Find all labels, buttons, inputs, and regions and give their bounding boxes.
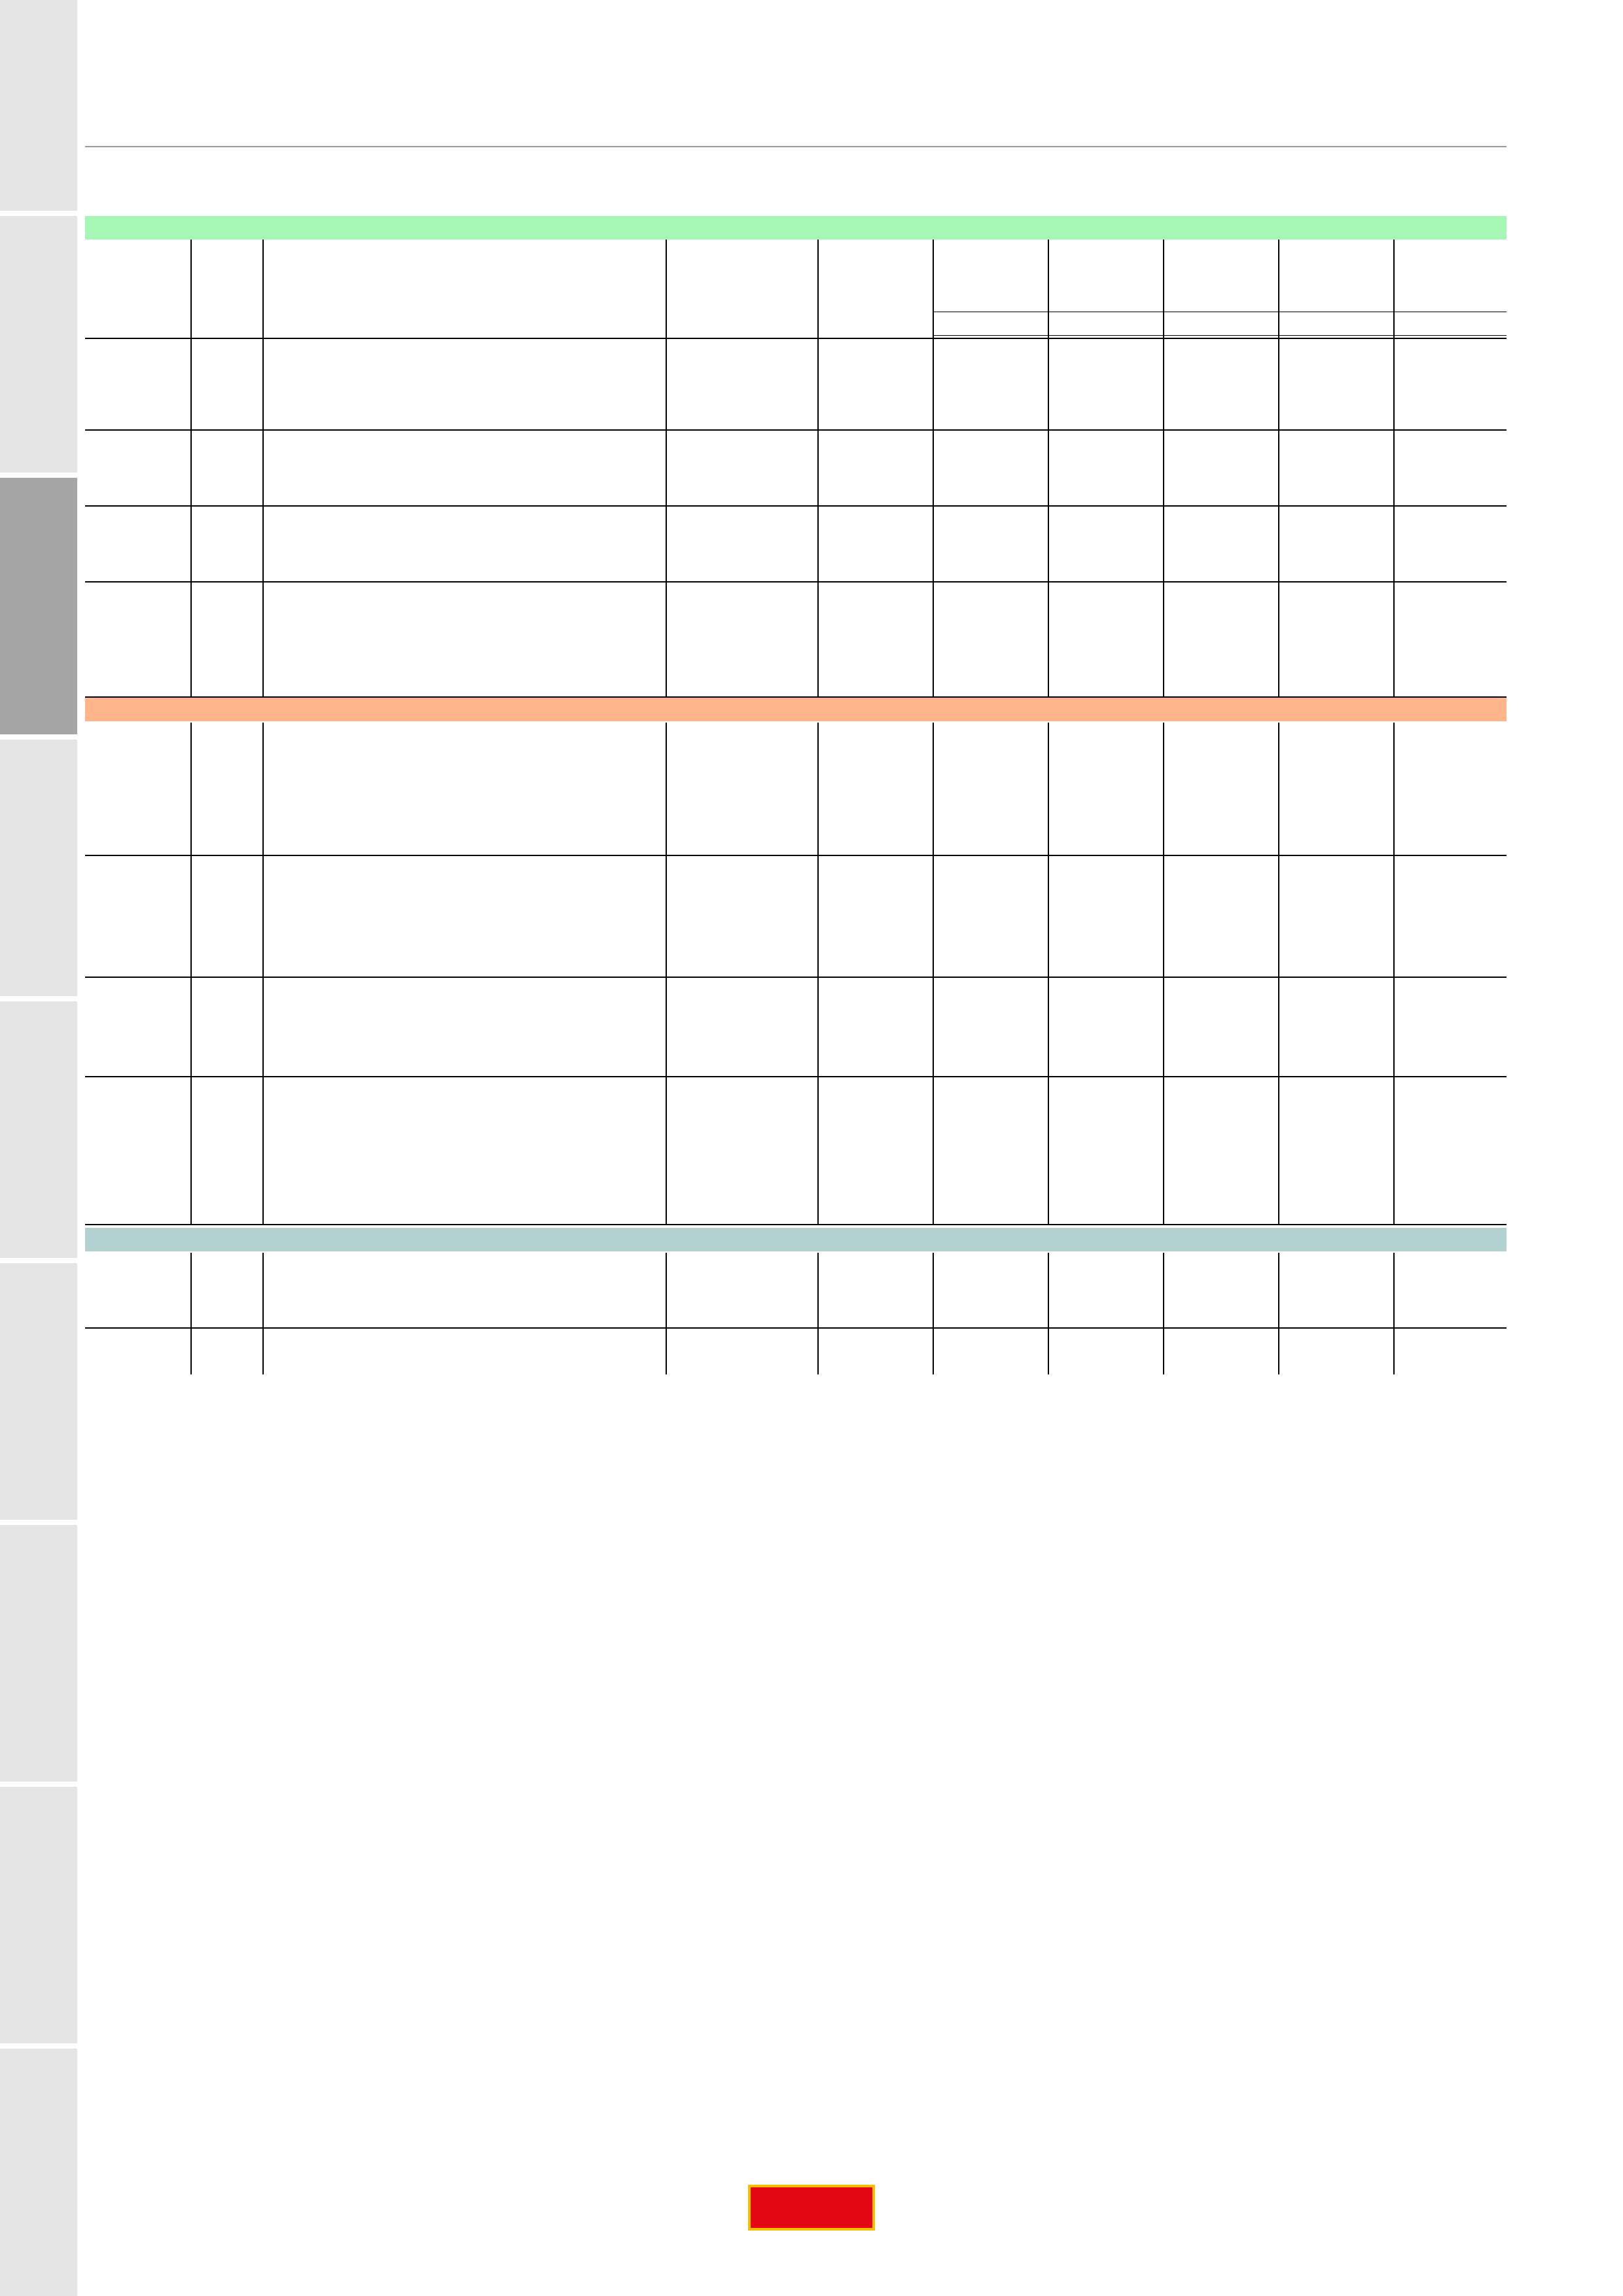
column-divider <box>1048 583 1049 696</box>
column-divider <box>1278 723 1279 855</box>
column-divider <box>262 856 264 977</box>
column-divider <box>1393 240 1395 339</box>
column-divider <box>933 583 934 696</box>
tab-g[interactable] <box>0 1525 77 1782</box>
column-divider <box>817 1329 819 1374</box>
column-divider <box>1278 978 1279 1076</box>
column-divider <box>666 507 667 581</box>
column-divider <box>1278 856 1279 977</box>
speed-divider <box>933 335 1507 336</box>
column-divider <box>1163 1077 1164 1224</box>
column-divider <box>1278 240 1279 339</box>
column-divider <box>1048 431 1049 505</box>
column-divider <box>666 431 667 505</box>
column-divider <box>1048 1253 1049 1327</box>
column-divider <box>190 856 192 977</box>
column-divider <box>817 978 819 1076</box>
tab-e[interactable] <box>0 1001 77 1258</box>
column-divider <box>262 507 264 581</box>
column-divider <box>817 240 819 339</box>
column-divider <box>1163 240 1164 339</box>
column-divider <box>666 978 667 1076</box>
tab-i[interactable] <box>0 2049 77 2296</box>
tab-f[interactable] <box>0 1263 77 1520</box>
row-divider <box>85 338 1507 339</box>
column-divider <box>1393 507 1395 581</box>
column-divider <box>1163 1253 1164 1327</box>
column-divider <box>1163 431 1164 505</box>
column-divider <box>1163 583 1164 696</box>
column-divider <box>262 1077 264 1224</box>
row-divider <box>85 505 1507 507</box>
column-divider <box>933 1329 934 1374</box>
iso-band <box>85 1228 1507 1251</box>
column-divider <box>933 240 934 339</box>
column-divider <box>933 507 934 581</box>
column-divider <box>817 1253 819 1327</box>
column-divider <box>666 1253 667 1327</box>
column-divider <box>817 723 819 855</box>
iso-band <box>85 216 1507 240</box>
column-divider <box>1048 978 1049 1076</box>
row-divider <box>85 429 1507 431</box>
column-divider <box>817 431 819 505</box>
column-divider <box>1393 978 1395 1076</box>
column-divider <box>190 240 192 339</box>
column-divider <box>1048 723 1049 855</box>
column-divider <box>817 856 819 977</box>
tab-a[interactable] <box>0 0 77 211</box>
page-header <box>85 108 1507 147</box>
column-divider <box>1393 339 1395 429</box>
column-divider <box>262 1329 264 1374</box>
column-divider <box>666 723 667 855</box>
column-divider <box>666 339 667 429</box>
column-divider <box>190 1253 192 1327</box>
column-divider <box>1278 1329 1279 1374</box>
column-divider <box>666 1077 667 1224</box>
tab-b[interactable] <box>0 216 77 473</box>
row-divider <box>85 1327 1507 1329</box>
row-divider <box>85 855 1507 856</box>
column-divider <box>190 978 192 1076</box>
column-divider <box>817 507 819 581</box>
column-divider <box>1163 978 1164 1076</box>
column-divider <box>1163 723 1164 855</box>
column-divider <box>666 583 667 696</box>
column-divider <box>933 856 934 977</box>
column-divider <box>817 583 819 696</box>
column-divider <box>262 723 264 855</box>
iso-band <box>85 698 1507 721</box>
tab-c[interactable] <box>0 478 77 734</box>
column-divider <box>1163 507 1164 581</box>
column-divider <box>1163 1329 1164 1374</box>
column-divider <box>190 431 192 505</box>
column-divider <box>262 240 264 339</box>
column-divider <box>933 339 934 429</box>
column-divider <box>262 1253 264 1327</box>
row-divider <box>85 1076 1507 1077</box>
column-divider <box>262 339 264 429</box>
column-divider <box>1048 507 1049 581</box>
column-divider <box>1278 507 1279 581</box>
column-divider <box>933 1077 934 1224</box>
column-divider <box>190 339 192 429</box>
tab-h[interactable] <box>0 1787 77 2043</box>
column-divider <box>190 1077 192 1224</box>
column-divider <box>1163 856 1164 977</box>
column-divider <box>933 1253 934 1327</box>
column-divider <box>817 339 819 429</box>
column-divider <box>1393 1077 1395 1224</box>
column-divider <box>1278 1253 1279 1327</box>
row-divider <box>85 581 1507 583</box>
column-divider <box>817 1077 819 1224</box>
column-divider <box>1393 583 1395 696</box>
column-divider <box>1393 431 1395 505</box>
chapter-tabs <box>0 0 77 2296</box>
row-divider <box>85 1224 1507 1225</box>
column-divider <box>1278 1077 1279 1224</box>
column-divider <box>190 507 192 581</box>
column-divider <box>933 431 934 505</box>
column-divider <box>1048 1077 1049 1224</box>
cutting-speed-table <box>85 216 1507 1374</box>
column-divider <box>1163 339 1164 429</box>
column-divider <box>666 240 667 339</box>
column-divider <box>666 856 667 977</box>
tab-d[interactable] <box>0 740 77 996</box>
column-divider <box>933 978 934 1076</box>
column-divider <box>1393 723 1395 855</box>
column-divider <box>933 723 934 855</box>
column-divider <box>1278 339 1279 429</box>
column-divider <box>1278 583 1279 696</box>
column-divider <box>666 1329 667 1374</box>
column-divider <box>1048 339 1049 429</box>
column-divider <box>262 431 264 505</box>
column-divider <box>1048 856 1049 977</box>
column-divider <box>190 1329 192 1374</box>
column-divider <box>1393 1253 1395 1327</box>
sandvik-logo <box>748 2185 875 2231</box>
column-divider <box>1048 1329 1049 1374</box>
column-divider <box>262 978 264 1076</box>
row-divider <box>85 977 1507 978</box>
column-divider <box>1393 1329 1395 1374</box>
column-divider <box>262 583 264 696</box>
column-divider <box>190 583 192 696</box>
column-divider <box>1278 431 1279 505</box>
column-divider <box>190 723 192 855</box>
column-divider <box>1393 856 1395 977</box>
column-divider <box>1048 240 1049 339</box>
